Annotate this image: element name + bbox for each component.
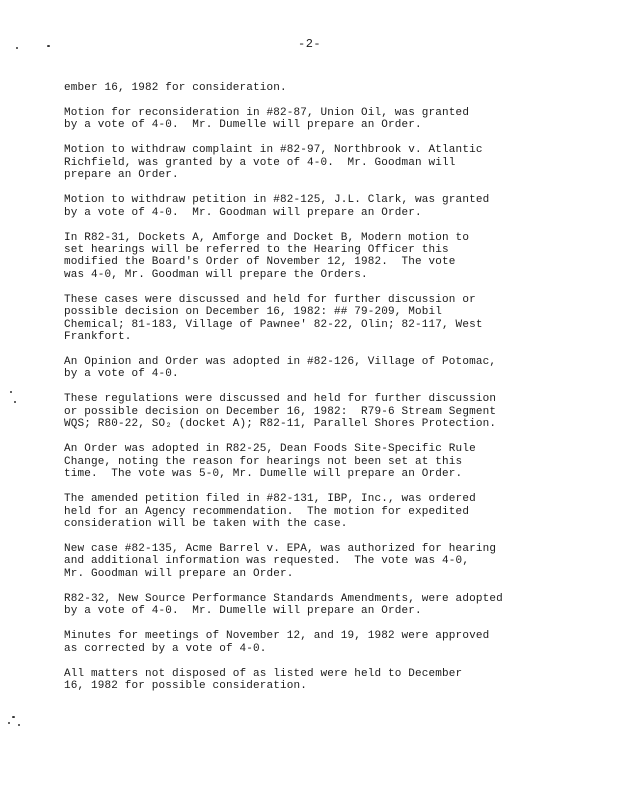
paragraph-union-oil: Motion for reconsideration in #82-87, Union Oil, was granted by a vote of 4-0. Mr. Dumelle will prepare an Order. xyxy=(64,107,470,132)
paragraph-ibp: The amended petition filed in #82-131, IBP, Inc., was ordered held for an Agency recommendation. The motion for expedited consideration will be taken with the case. xyxy=(64,493,476,530)
page-number: -2- xyxy=(298,37,322,51)
paragraph-r82-32: R82-32, New Source Performance Standards Amendments, were adopted by a vote of 4-0. Mr. Dumelle will prepare an Order. xyxy=(64,592,503,618)
paragraph-jl-clark: Motion to withdraw petition in #82-125, J.L. Clark, was granted by a vote of 4-0. Mr. Goodman will prepare an Order. xyxy=(64,194,490,219)
paragraph-northbrook: Motion to withdraw complaint in #82-97, Northbrook v. Atlantic Richfield, was granted by a vote of 4-0. Mr. Goodman will prepare an Order. xyxy=(64,144,483,182)
scan-speck xyxy=(10,391,12,393)
scan-speck xyxy=(12,716,15,718)
paragraph-acme-barrel: New case #82-135, Acme Barrel v. EPA, was authorized for hearing and additional information was requested. The vote was 4-0, Mr. Goodman will prepare an Order. xyxy=(64,542,497,580)
paragraph-continuation: ember 16, 1982 for consideration. xyxy=(64,82,287,94)
paragraph-matters-held: All matters not disposed of as listed were held to December 16, 1982 for possible consideration. xyxy=(64,667,463,692)
scan-speck xyxy=(18,724,20,726)
scan-speck xyxy=(8,722,10,724)
scan-speck xyxy=(14,401,16,403)
paragraph-potomac: An Opinion and Order was adopted in #82-126, Village of Potomac, by a vote of 4-0. xyxy=(64,356,497,381)
minutes-body xyxy=(64,82,534,705)
paragraph-dean-foods: An Order was adopted in R82-25, Dean Foods Site-Specific Rule Change, noting the reason for hearings not been set at this time. The vote was 5-0, Mr. Dumelle will prepare an Order. xyxy=(64,443,476,481)
paragraph-held-cases: These cases were discussed and held for further discussion or possible decision on December 16, 1982: ## 79-209, Mobil Chemical; 81-183, Village of Pawnee' 82-22, Olin; 82-117, West Frankfort. xyxy=(64,293,483,344)
scan-speck xyxy=(47,45,50,47)
paragraph-minutes-approved: Minutes for meetings of November 12, and 19, 1982 were approved as corrected by a vote of 4-0. xyxy=(64,630,490,655)
paragraph-held-regulations: These regulations were discussed and held for further discussion or possible decision on December 16, 1982: R79-6 Stream Segment WQS; R80-22, SO₂ (docket A); R82-11, Parallel Shores Protection. xyxy=(64,393,497,431)
scan-speck xyxy=(16,47,18,49)
paragraph-r82-31: In R82-31, Dockets A, Amforge and Docket B, Modern motion to set hearings will be referred to the Hearing Officer this modified the Board's Order of November 12, 1982. The vote was 4-0, Mr. Goodman will prepare the Orders. xyxy=(64,231,470,281)
